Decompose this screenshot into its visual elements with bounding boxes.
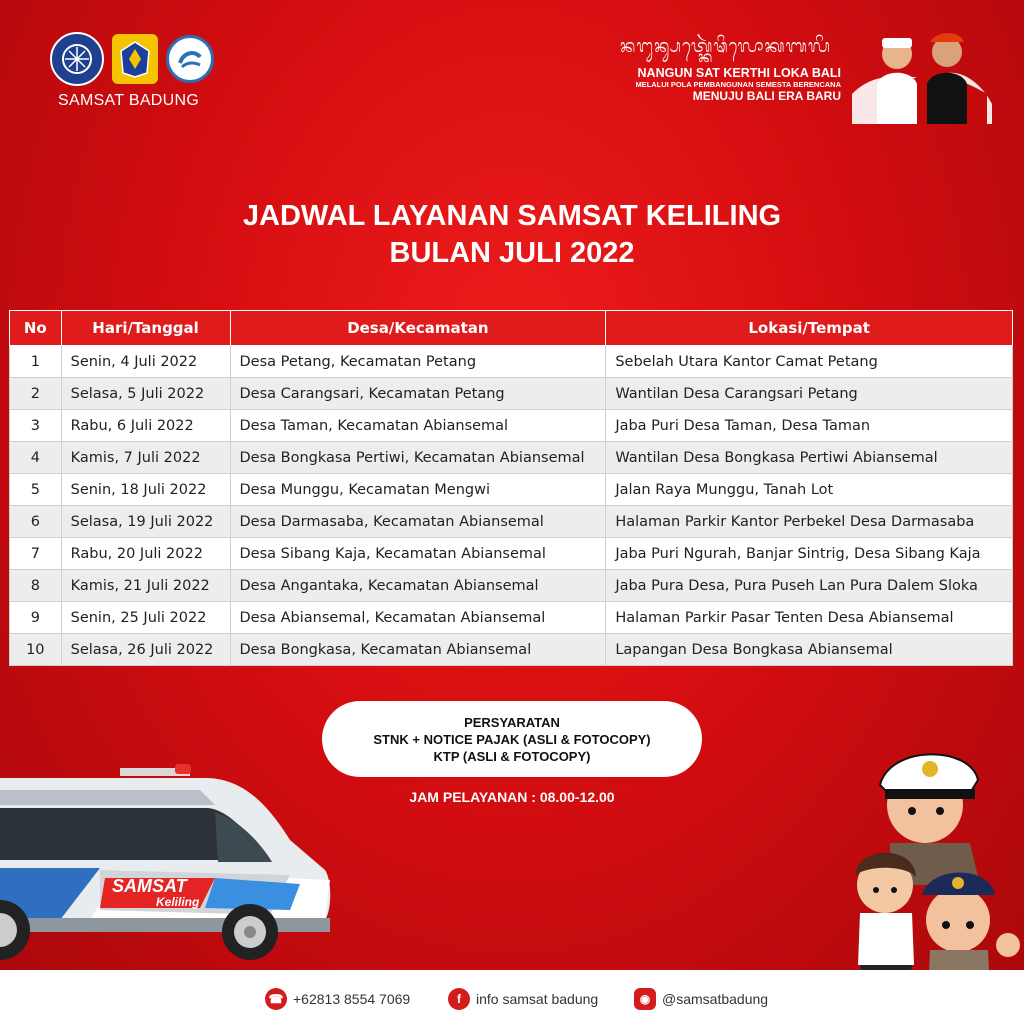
header-location: Lokasi/Tempat: [606, 311, 1013, 346]
cell-location: Wantilan Desa Bongkasa Pertiwi Abiansemal: [606, 442, 1013, 474]
cell-village: Desa Petang, Kecamatan Petang: [230, 346, 606, 378]
bus-brand: SAMSAT: [112, 876, 187, 896]
cell-date: Selasa, 5 Juli 2022: [61, 378, 230, 410]
table-row: [10, 538, 1013, 570]
table-row: [10, 346, 1013, 378]
cell-date: Kamis, 21 Juli 2022: [61, 570, 230, 602]
police-emblem-icon: [50, 32, 104, 86]
cell-no: 2: [10, 378, 62, 410]
cell-location: Jaba Puri Desa Taman, Desa Taman: [606, 410, 1013, 442]
requirements-line-2: KTP (ASLI & FOTOCOPY): [433, 748, 591, 764]
cell-no: 3: [10, 410, 62, 442]
instagram-icon: ◉: [634, 988, 656, 1010]
cell-village: Desa Munggu, Kecamatan Mengwi: [230, 474, 606, 506]
phone-text: +62813 8554 7069: [293, 991, 411, 1007]
table-row: [10, 570, 1013, 602]
cell-date: Selasa, 19 Juli 2022: [61, 506, 230, 538]
cell-no: 10: [10, 634, 62, 666]
slogan-line-2: MELALUI POLA PEMBANGUNAN SEMESTA BERENCANA: [635, 80, 841, 89]
cell-village: Desa Angantaka, Kecamatan Abiansemal: [230, 570, 606, 602]
whatsapp-icon: ☎: [265, 988, 287, 1010]
cell-village: Desa Abiansemal, Kecamatan Abiansemal: [230, 602, 606, 634]
facebook-icon: f: [448, 988, 470, 1010]
cell-date: Senin, 18 Juli 2022: [61, 474, 230, 506]
table-row: [10, 634, 1013, 666]
cell-village: Desa Taman, Kecamatan Abiansemal: [230, 410, 606, 442]
table-header-row: [10, 311, 1013, 346]
cell-location: Jaba Pura Desa, Pura Puseh Lan Pura Dalem Sloka: [606, 570, 1013, 602]
cell-location: Jalan Raya Munggu, Tanah Lot: [606, 474, 1013, 506]
cell-no: 1: [10, 346, 62, 378]
cell-village: Desa Bongkasa, Kecamatan Abiansemal: [230, 634, 606, 666]
cell-no: 7: [10, 538, 62, 570]
requirements-line-1: STNK + NOTICE PAJAK (ASLI & FOTOCOPY): [373, 731, 651, 747]
cell-date: Senin, 25 Juli 2022: [61, 602, 230, 634]
facebook-text: info samsat badung: [476, 991, 599, 1007]
header-village: Desa/Kecamatan: [230, 311, 606, 346]
cell-no: 6: [10, 506, 62, 538]
cell-village: Desa Sibang Kaja, Kecamatan Abiansemal: [230, 538, 606, 570]
slogan-line-1: NANGUN SAT KERTHI LOKA BALI: [637, 66, 841, 80]
badung-emblem-icon: [112, 34, 158, 84]
cell-village: Desa Carangsari, Kecamatan Petang: [230, 378, 606, 410]
cell-location: Halaman Parkir Kantor Perbekel Desa Darmasaba: [606, 506, 1013, 538]
requirements-heading: PERSYARATAN: [464, 714, 560, 730]
cell-no: 5: [10, 474, 62, 506]
jasa-raharja-emblem-icon: [166, 35, 214, 83]
cell-village: Desa Darmasaba, Kecamatan Abiansemal: [230, 506, 606, 538]
table-row: [10, 602, 1013, 634]
brand-label: SAMSAT BADUNG: [58, 92, 200, 109]
cell-location: Wantilan Desa Carangsari Petang: [606, 378, 1013, 410]
cell-date: Rabu, 20 Juli 2022: [61, 538, 230, 570]
cell-date: Senin, 4 Juli 2022: [61, 346, 230, 378]
cell-village: Desa Bongkasa Pertiwi, Kecamatan Abiansemal: [230, 442, 606, 474]
slogan: [635, 66, 841, 103]
table-row: [10, 442, 1013, 474]
service-hours: JAM PELAYANAN : 08.00-12.00: [409, 789, 615, 805]
page-title: [0, 198, 1024, 272]
cell-date: Kamis, 7 Juli 2022: [61, 442, 230, 474]
bus-sub: Keliling: [156, 895, 200, 909]
table-row: [10, 474, 1013, 506]
cell-location: Sebelah Utara Kantor Camat Petang: [606, 346, 1013, 378]
schedule-table: [9, 310, 1013, 666]
contact-facebook[interactable]: [448, 988, 598, 1010]
cell-no: 4: [10, 442, 62, 474]
cell-location: Lapangan Desa Bongkasa Abiansemal: [606, 634, 1013, 666]
table-row: [10, 410, 1013, 442]
table-row: [10, 378, 1013, 410]
samsat-keliling-bus-illustration: [0, 760, 335, 970]
cell-location: Jaba Puri Ngurah, Banjar Sintrig, Desa Sibang Kaja: [606, 538, 1013, 570]
balinese-script-text: ᬦᬗᬸᬦ᭄ᬲᬢ᭄ᬓᬾᬃᬣᬶᬮᭀᬓᬩᬮᬶ: [620, 36, 831, 57]
officials-portrait-image: [852, 24, 992, 124]
table-row: [10, 506, 1013, 538]
cell-no: 9: [10, 602, 62, 634]
slogan-line-3: MENUJU BALI ERA BARU: [692, 89, 841, 103]
header-logos: [50, 32, 214, 86]
cell-no: 8: [10, 570, 62, 602]
contact-instagram[interactable]: [634, 988, 768, 1010]
header-no: No: [10, 311, 62, 346]
cell-date: Selasa, 26 Juli 2022: [61, 634, 230, 666]
requirements-box: [322, 701, 702, 777]
title-line-2: BULAN JULI 2022: [389, 237, 635, 269]
cell-date: Rabu, 6 Juli 2022: [61, 410, 230, 442]
header-date: Hari/Tanggal: [61, 311, 230, 346]
cell-location: Halaman Parkir Pasar Tenten Desa Abiansemal: [606, 602, 1013, 634]
title-line-1: JADWAL LAYANAN SAMSAT KELILING: [242, 200, 782, 232]
instagram-text: @samsatbadung: [662, 991, 769, 1007]
contact-phone[interactable]: [265, 988, 410, 1010]
